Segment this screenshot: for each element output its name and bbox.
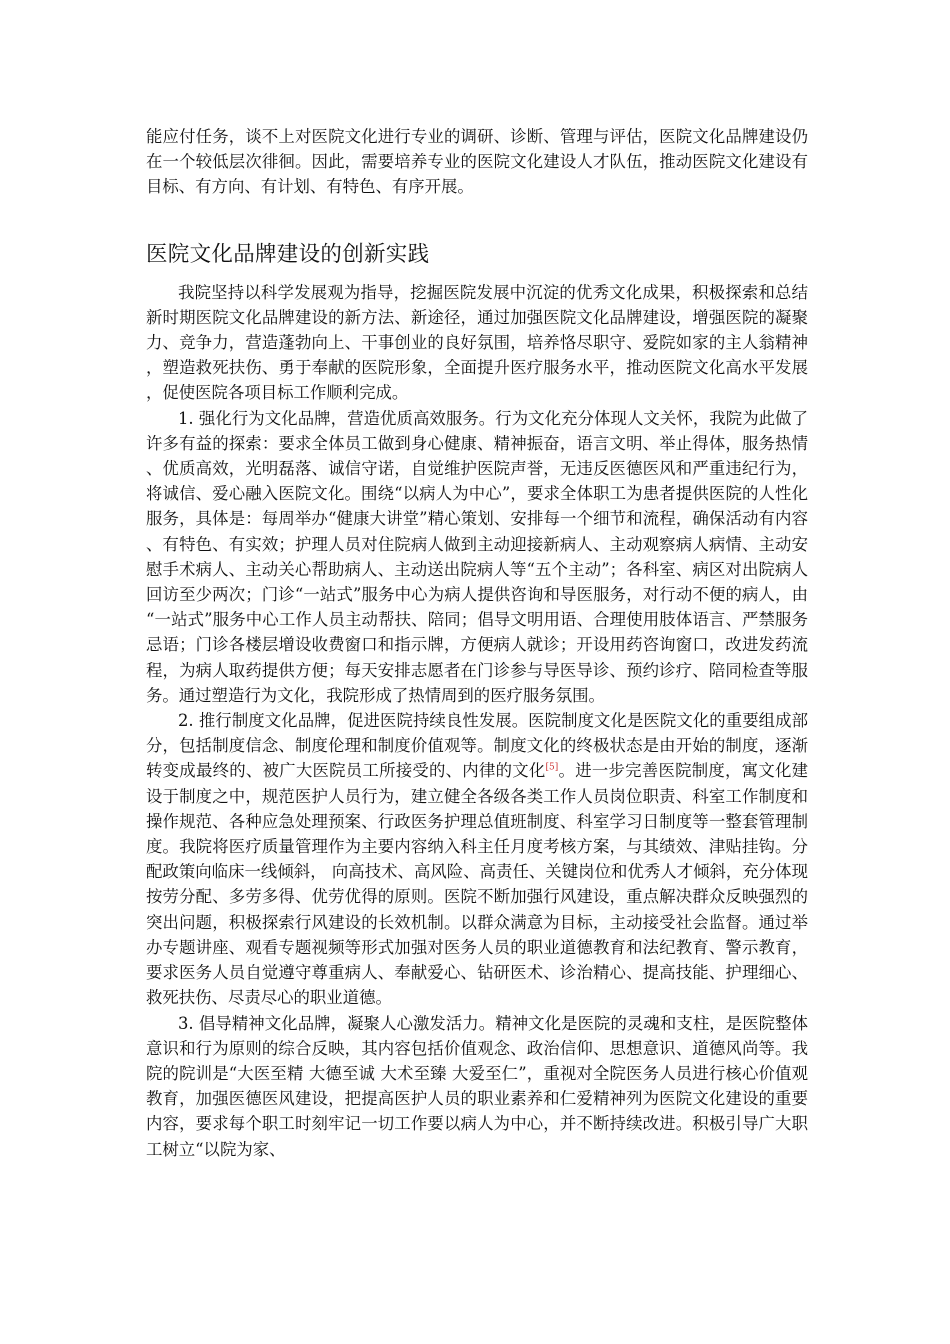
document-page [146, 124, 808, 1162]
intro-paragraph: 能应付任务，谈不上对医院文化进行专业的调研、诊断、管理与评估，医院文化品牌建设仍在一个较低层次徘徊。因此，需要培养专业的医院文化建设人才队伍，推动医院文化建设有目标、有方向、有计划、有特色、有序开展。 [146, 127, 808, 197]
item-2-text-start: 2. 推行制度文化品牌，促进医院持续良性发展。医院制度文化是医院文化的重要组成部分，包括制度信念、制度伦理和制度价值观等。制度文化的终极状态是由开始的制度，逐渐转变成最终的、被广大医院员工所接受的、内律的文化 [146, 711, 808, 781]
item-3-paragraph: 3. 倡导精神文化品牌，凝聚人心激发活力。精神文化是医院的灵魂和支柱，是医院整体意识和行为原则的综合反映，其内容包括价值观念、政治信仰、思想意识、道德风尚等。我院的院训是“大医至精 大德至诚 大术至臻 大爱至仁”，重视对全院医务人员进行核心价值观教育，加强医德医风建设，把提高医护人员的职业素养和仁爱精神列为医院文化建设的重要内容，要求每个职工时刻牢记一切工作要以病人为中心，并不断持续改进。积极引导广大职工树立“以院为家、 [146, 1013, 808, 1159]
section-title: 医院文化品牌建设的创新实践 [146, 241, 430, 267]
item-2-paragraph [146, 708, 808, 1010]
item-1-paragraph: 1. 强化行为文化品牌，营造优质高效服务。行为文化充分体现人文关怀，我院为此做了许多有益的探索：要求全体员工做到身心健康、精神振奋，语言文明、举止得体，服务热情、优质高效，光明磊落、诚信守诺，自觉维护医院声誉，无违反医德医风和严重违纪行为，将诚信、爱心融入医院文化。围绕“以病人为中心”，要求全体职工为患者提供医院的人性化服务，具体是：每周举办“健康大讲堂”精心策划、安排每一个细节和流程，确保活动有内容、有特色、有实效；护理人员对住院病人做到主动迎接新病人、主动观察病人病情、主动安慰手术病人、主动关心帮助病人、主动送出院病人等“五个主动”；各科室、病区对出院病人回访至少两次；门诊“一站式”服务中心为病人提供咨询和导医服务，对行动不便的病人，由“一站式”服务中心工作人员主动帮扶、陪同；倡导文明用语、合理使用肢体语言、严禁服务忌语；门诊各楼层增设收费窗口和指示牌，方便病人就诊；开设用药咨询窗口，改进发药流程，为病人取药提供方便；每天安排志愿者在门诊参与导医导诊、预约诊疗、陪同检查等服务。通过塑造行为文化，我院形成了热情周到的医疗服务氛围。 [146, 408, 808, 705]
citation-ref[interactable]: [5] [545, 763, 559, 773]
section-intro-paragraph: 我院坚持以科学发展观为指导，挖掘医院发展中沉淀的优秀文化成果，积极探索和总结新时期医院文化品牌建设的新方法、新途径，通过加强医院文化品牌建设，增强医院的凝聚力、竞争力，营造蓬勃向上、干事创业的良好氛围，培养恪尽职守、爱院如家的主人翁精神，塑造救死扶伤、勇于奉献的医院形象，全面提升医疗服务水平，推动医院文化高水平发展，促使医院各项目标工作顺利完成。 [146, 282, 808, 403]
item-2-text-end: 。进一步完善医院制度，寓文化建设于制度之中，规范医护人员行为，建立健全各级各类工作人员岗位职责、科室工作制度和操作规范、各种应急处理预案、行政医务护理总值班制度、科室学习日制度等一整套管理制度。我院将医疗质量管理作为主要内容纳入科主任月度考核方案，与其绩效、津贴挂钩。分配政策向临床一线倾斜， 向高技术、高风险、高责任、关键岗位和优秀人才倾斜，充分体现按劳分配、多劳多得、优劳优得的原则。医院不断加强行风建设，重点解决群众反映强烈的突出问题，积极探索行风建设的长效机制。以群众满意为目标，主动接受社会监督。通过举办专题讲座、观看专题视频等形式加强对医务人员的职业道德教育和法纪教育、警示教育，要求医务人员自觉遵守尊重病人、奉献爱心、钻研医术、诊治精心、提高技能、护理细心、救死扶伤、尽责尽心的职业道德。 [146, 761, 809, 1008]
